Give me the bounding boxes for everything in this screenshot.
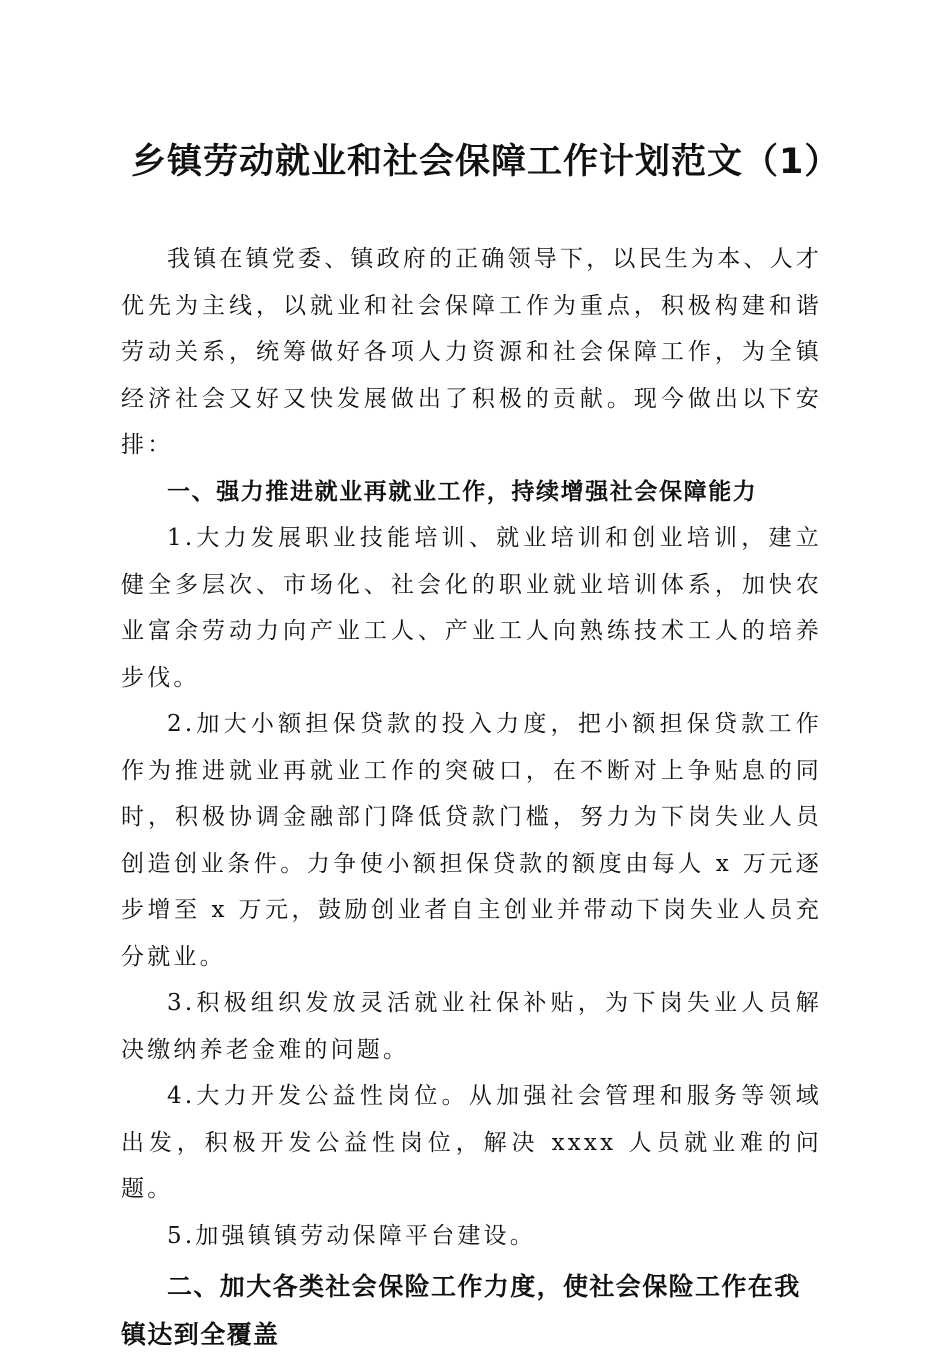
section-1-item-1: 1.大力发展职业技能培训、就业培训和创业培训，建立健全多层次、市场化、社会化的职业就业培训体系，加快农业富余劳动力向产业工人、产业工人向熟练技术工人的培养步伐。 xyxy=(121,525,822,691)
document-title: 乡镇劳动就业和社会保障工作计划范文（1） xyxy=(131,142,841,182)
section-1-item-5: 5.加强镇镇劳动保障平台建设。 xyxy=(167,1222,536,1249)
section-1-heading: 一、强力推进就业再就业工作，持续增强社会保障能力 xyxy=(167,478,758,505)
section-1-item-2: 2.加大小额担保贷款的投入力度，把小额担保贷款工作作为推进就业再就业工作的突破口，在不断对上争贴息的同时，积极协调金融部门降低贷款门槛，努力为下岗失业人员创造创业条件。力争使小额担保贷款的额度由每人 x 万元逐步增至 x 万元，鼓励创业者自主创业并带动下岗失业人员充分就业。 xyxy=(121,711,822,970)
intro-paragraph: 我镇在镇党委、镇政府的正确领导下，以民生为本、人才优先为主线，以就业和社会保障工作为重点，积极构建和谐劳动关系，统筹做好各项人力资源和社会保障工作，为全镇经济社会又好又快发展做出了积极的贡献。现今做出以下安排： xyxy=(121,246,822,458)
document-body xyxy=(121,236,822,1359)
section-2-heading: 二、加大各类社会保险工作力度，使社会保险工作在我镇达到全覆盖 xyxy=(121,1272,801,1349)
section-1-item-4: 4.大力开发公益性岗位。从加强社会管理和服务等领域出发，积极开发公益性岗位，解决 xxxx 人员就业难的问题。 xyxy=(121,1083,822,1202)
section-1-item-3: 3.积极组织发放灵活就业社保补贴，为下岗失业人员解决缴纳养老金难的问题。 xyxy=(121,990,822,1063)
